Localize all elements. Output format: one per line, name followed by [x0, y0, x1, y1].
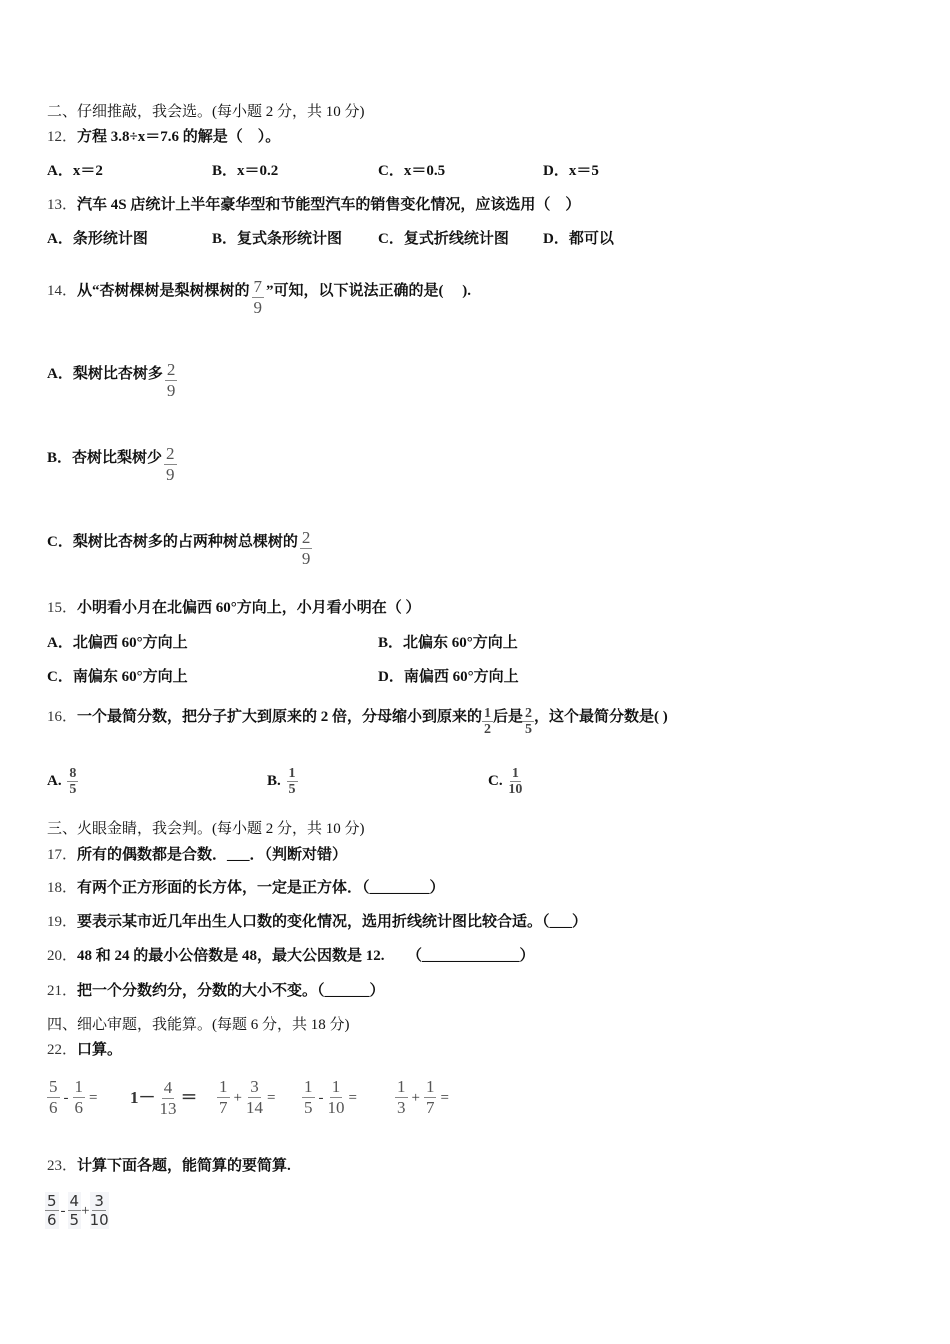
section-4-title: 四、细心审题，我能算。(每题 6 分，共 18 分)	[47, 1017, 350, 1033]
numerator: 2	[166, 444, 175, 463]
question-21	[47, 981, 385, 1001]
numerator: 7	[253, 277, 263, 296]
fraction	[300, 528, 313, 569]
q-text: ，这个最简分数是( )	[534, 709, 668, 725]
section-2-title: 二、仔细推敲，我会选。(每小题 2 分，共 10 分)	[47, 104, 365, 120]
fraction	[165, 360, 178, 401]
fraction	[328, 1077, 345, 1118]
operator: -	[60, 1202, 66, 1219]
q14-option-b[interactable]	[47, 431, 179, 485]
fraction	[67, 766, 78, 797]
q-text: 方程 3.8÷x＝7.6 的解是（ ）。	[77, 129, 281, 145]
denominator: 9	[253, 298, 263, 317]
question-14	[47, 264, 471, 318]
q14-option-a[interactable]	[47, 347, 179, 401]
denominator: 7	[425, 1098, 435, 1118]
q12-option-d[interactable]: D．x＝5	[543, 163, 599, 179]
q-number: 16．	[47, 709, 78, 725]
q-text: 把一个分数约分，分数的大小不变。（______）	[77, 983, 385, 999]
q16-option-c[interactable]	[488, 763, 524, 799]
denominator: 9	[301, 549, 311, 568]
equals: =	[348, 1089, 357, 1106]
option-label: B.	[267, 773, 281, 789]
q-number: 19．	[47, 914, 78, 930]
fraction	[45, 1192, 59, 1229]
question-20	[47, 946, 535, 966]
q15-option-d[interactable]: D．南偏西 60°方向上	[378, 669, 519, 685]
fraction	[164, 444, 177, 485]
denominator: 5	[288, 782, 296, 798]
numerator: 1	[511, 766, 519, 782]
q22-item-3	[215, 1075, 277, 1120]
question-15	[47, 598, 421, 618]
denominator: 6	[74, 1098, 83, 1118]
q12-option-c[interactable]: C．x＝0.5	[378, 163, 446, 179]
fraction	[287, 766, 298, 797]
q-number: 23．	[47, 1158, 78, 1174]
q-text: 计算下面各题，能简算的要简算.	[77, 1158, 291, 1174]
operator: +	[233, 1089, 242, 1106]
numerator: 1	[304, 1077, 313, 1097]
q15-option-b[interactable]: B．北偏东 60°方向上	[378, 635, 518, 651]
q22-item-5	[393, 1075, 451, 1120]
equals: =	[440, 1089, 449, 1106]
denominator: 9	[166, 381, 176, 400]
q13-option-b[interactable]: B．复式条形统计图	[212, 231, 343, 247]
q-number: 17．	[47, 847, 78, 863]
fraction	[395, 1077, 408, 1118]
denominator: 10	[89, 1211, 109, 1230]
numerator: 1	[219, 1077, 228, 1097]
numerator: 2	[525, 706, 533, 721]
denominator: 6	[49, 1098, 58, 1118]
fraction	[246, 1077, 263, 1118]
option-text: A．梨树比杏树多	[47, 366, 163, 382]
numerator: 1	[397, 1077, 406, 1097]
equals: =	[266, 1089, 276, 1106]
q-number: 15．	[47, 600, 78, 616]
q-text: 有两个正方形面的长方体，一定是正方体．（________）	[77, 880, 445, 896]
q-number: 14．	[47, 283, 78, 299]
denominator: 5	[525, 722, 533, 737]
numerator: 8	[69, 766, 77, 782]
option-label: A.	[47, 773, 62, 789]
numerator: 4	[163, 1077, 173, 1097]
question-17	[47, 845, 347, 865]
operator: +	[81, 1202, 90, 1219]
fraction	[482, 706, 493, 737]
fraction	[217, 1077, 230, 1118]
fraction	[73, 1077, 86, 1118]
denominator: 5	[304, 1098, 313, 1118]
fraction	[302, 1077, 315, 1118]
q-number: 18．	[47, 880, 78, 896]
numerator: 4	[69, 1192, 80, 1211]
fraction	[68, 1192, 82, 1229]
question-13	[47, 195, 580, 215]
q13-option-c[interactable]: C．复式折线统计图	[378, 231, 509, 247]
fraction	[47, 1077, 60, 1118]
q-text: 48 和 24 的最小公倍数是 48，最大公因数是 12. （_____________）	[77, 948, 535, 964]
q12-option-a[interactable]: A．x＝2	[47, 163, 103, 179]
q-number: 22．	[47, 1042, 78, 1058]
numerator: 1	[425, 1077, 435, 1097]
q12-option-b[interactable]: B．x＝0.2	[212, 163, 279, 179]
fraction	[523, 706, 534, 737]
q22-item-1	[45, 1075, 99, 1120]
equals: =	[89, 1089, 98, 1106]
q16-option-a[interactable]	[47, 763, 80, 799]
numerator: 3	[94, 1192, 104, 1211]
numerator: 2	[166, 360, 176, 379]
denominator: 6	[47, 1211, 57, 1230]
operator: -	[63, 1089, 69, 1106]
numerator: 1	[331, 1077, 341, 1097]
q13-option-d[interactable]: D．都可以	[543, 231, 614, 247]
q-text: 后是	[493, 709, 524, 725]
numerator: 5	[47, 1192, 57, 1211]
numerator: 5	[49, 1077, 58, 1097]
denominator: 2	[484, 722, 492, 737]
fraction	[160, 1078, 177, 1119]
equals: ＝	[180, 1088, 198, 1108]
question-18	[47, 878, 445, 898]
denominator: 10	[508, 782, 523, 798]
q16-option-b[interactable]	[267, 763, 300, 799]
q-text: 一个最简分数，把分子扩大到原来的 2 倍，分母缩小到原来的	[77, 709, 483, 725]
option-text: C．梨树比杏树多的占两种树总棵树的	[47, 534, 298, 550]
q15-option-a[interactable]: A．北偏西 60°方向上	[47, 635, 188, 651]
q-number: 20．	[47, 948, 78, 964]
question-22	[47, 1040, 122, 1060]
q14-option-c[interactable]	[47, 515, 314, 569]
q-text: 要表示某市近几年出生人口数的变化情况，选用折线统计图比较合适。（___）	[77, 914, 588, 930]
q-text: 小明看小月在北偏西 60°方向上，小月看小明在（ ）	[77, 600, 421, 616]
numerator: 2	[301, 528, 311, 547]
denominator: 13	[159, 1098, 177, 1118]
q22-item-2	[128, 1075, 200, 1120]
numerator: 3	[250, 1077, 259, 1097]
q-number: 12．	[47, 129, 78, 145]
fraction	[424, 1077, 437, 1118]
question-16	[47, 697, 668, 737]
q-text: 所有的偶数都是合数．___．（判断对错）	[77, 847, 348, 863]
operand: 1－	[130, 1088, 156, 1108]
denominator: 10	[327, 1098, 345, 1118]
q-number: 13．	[47, 197, 78, 213]
option-label: C.	[488, 773, 503, 789]
q-text: 汽车 4S 店统计上半年豪华型和节能型汽车的销售变化情况，应该选用（ ）	[77, 197, 581, 213]
question-12	[47, 127, 280, 147]
q-number: 21．	[47, 983, 78, 999]
question-23	[47, 1156, 291, 1176]
option-text: B．杏树比梨树少	[47, 450, 163, 466]
denominator: 9	[166, 465, 175, 484]
q22-item-4	[300, 1075, 359, 1120]
fraction	[508, 766, 522, 797]
denominator: 5	[69, 1211, 80, 1230]
operator: +	[411, 1089, 420, 1106]
numerator: 1	[484, 706, 492, 721]
fraction	[90, 1192, 109, 1229]
numerator: 1	[74, 1077, 83, 1097]
q-text: 口算。	[77, 1042, 123, 1058]
operator: -	[318, 1089, 324, 1106]
q-text: 从“杏树棵树是梨树棵树的	[77, 283, 250, 299]
section-3-title: 三、火眼金睛，我会判。(每小题 2 分，共 10 分)	[47, 821, 365, 837]
numerator: 1	[288, 766, 296, 782]
fraction	[252, 277, 265, 318]
q-text: ”可知，以下说法正确的是( ).	[266, 283, 472, 299]
denominator: 5	[69, 782, 77, 798]
q23-expression	[45, 1189, 109, 1232]
q15-option-c[interactable]: C．南偏东 60°方向上	[47, 669, 188, 685]
denominator: 3	[397, 1098, 406, 1118]
question-19	[47, 912, 587, 932]
q13-option-a[interactable]: A．条形统计图	[47, 231, 148, 247]
denominator: 14	[245, 1098, 263, 1118]
denominator: 7	[219, 1098, 228, 1118]
